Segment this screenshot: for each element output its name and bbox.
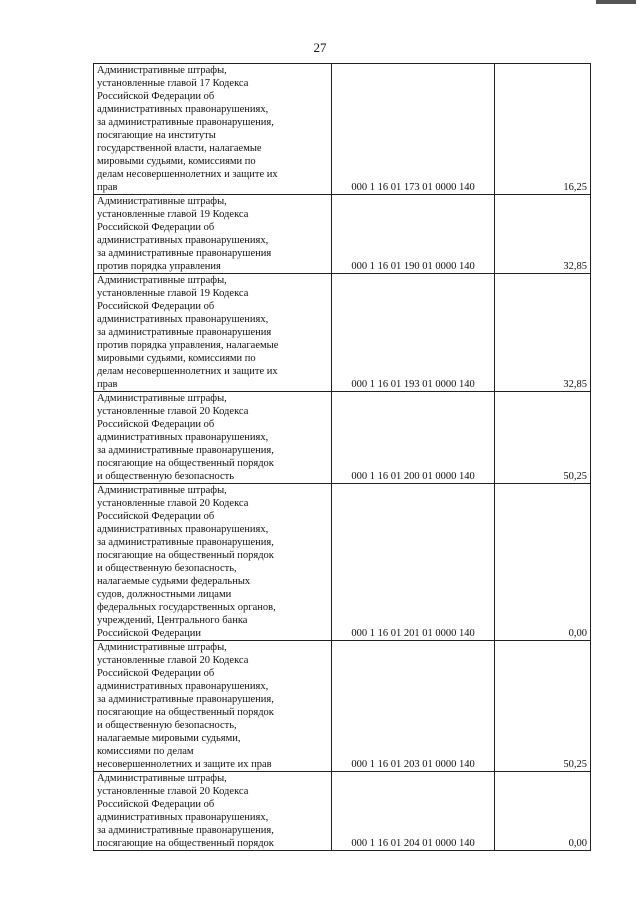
row-name: Административные штрафы, установленные главой 20 Кодекса Российской Федерации об административных правонарушениях, за административные правонарушения, посягающие на общественный порядок xyxy=(94,772,332,851)
row-amount: 0,00 xyxy=(495,484,591,641)
row-amount: 32,85 xyxy=(495,195,591,274)
table-row xyxy=(94,392,591,484)
row-code: 000 1 16 01 193 01 0000 140 xyxy=(332,274,495,392)
revenue-table xyxy=(93,63,591,851)
scan-corner-mark xyxy=(596,0,636,4)
row-amount: 32,85 xyxy=(495,274,591,392)
row-name: Административные штрафы, установленные главой 19 Кодекса Российской Федерации об административных правонарушениях, за административные правонарушения против порядка управления, налагаемые мировыми судьями, комиссиями по делам несовершеннолетних и защите их прав xyxy=(94,274,332,392)
row-amount: 50,25 xyxy=(495,641,591,772)
table-row xyxy=(94,195,591,274)
row-code: 000 1 16 01 200 01 0000 140 xyxy=(332,392,495,484)
page-number: 27 xyxy=(313,40,327,55)
table-row xyxy=(94,274,591,392)
row-code: 000 1 16 01 190 01 0000 140 xyxy=(332,195,495,274)
row-code: 000 1 16 01 203 01 0000 140 xyxy=(332,641,495,772)
table-row xyxy=(94,64,591,195)
row-code: 000 1 16 01 173 01 0000 140 xyxy=(332,64,495,195)
row-code: 000 1 16 01 201 01 0000 140 xyxy=(332,484,495,641)
row-name: Административные штрафы, установленные главой 19 Кодекса Российской Федерации об административных правонарушениях, за административные правонарушения против порядка управления xyxy=(94,195,332,274)
row-name: Административные штрафы, установленные главой 20 Кодекса Российской Федерации об административных правонарушениях, за административные правонарушения, посягающие на общественный порядок и общественную безопасность, налагаемые судьями федеральных судов, должностными лицами федеральных государственных органов, учреждений, Центрального банка Российской Федерации xyxy=(94,484,332,641)
row-name: Административные штрафы, установленные главой 17 Кодекса Российской Федерации об административных правонарушениях, за административные правонарушения, посягающие на институты государственной власти, налагаемые мировыми судьями, комиссиями по делам несовершеннолетних и защите их прав xyxy=(94,64,332,195)
table-row xyxy=(94,641,591,772)
row-amount: 16,25 xyxy=(495,64,591,195)
table-row xyxy=(94,484,591,641)
row-name: Административные штрафы, установленные главой 20 Кодекса Российской Федерации об административных правонарушениях, за административные правонарушения, посягающие на общественный порядок и общественную безопасность xyxy=(94,392,332,484)
row-code: 000 1 16 01 204 01 0000 140 xyxy=(332,772,495,851)
row-amount: 50,25 xyxy=(495,392,591,484)
row-name: Административные штрафы, установленные главой 20 Кодекса Российской Федерации об административных правонарушениях, за административные правонарушения, посягающие на общественный порядок и общественную безопасность, налагаемые мировыми судьями, комиссиями по делам несовершеннолетних и защите их прав xyxy=(94,641,332,772)
row-amount: 0,00 xyxy=(495,772,591,851)
table-row xyxy=(94,772,591,851)
